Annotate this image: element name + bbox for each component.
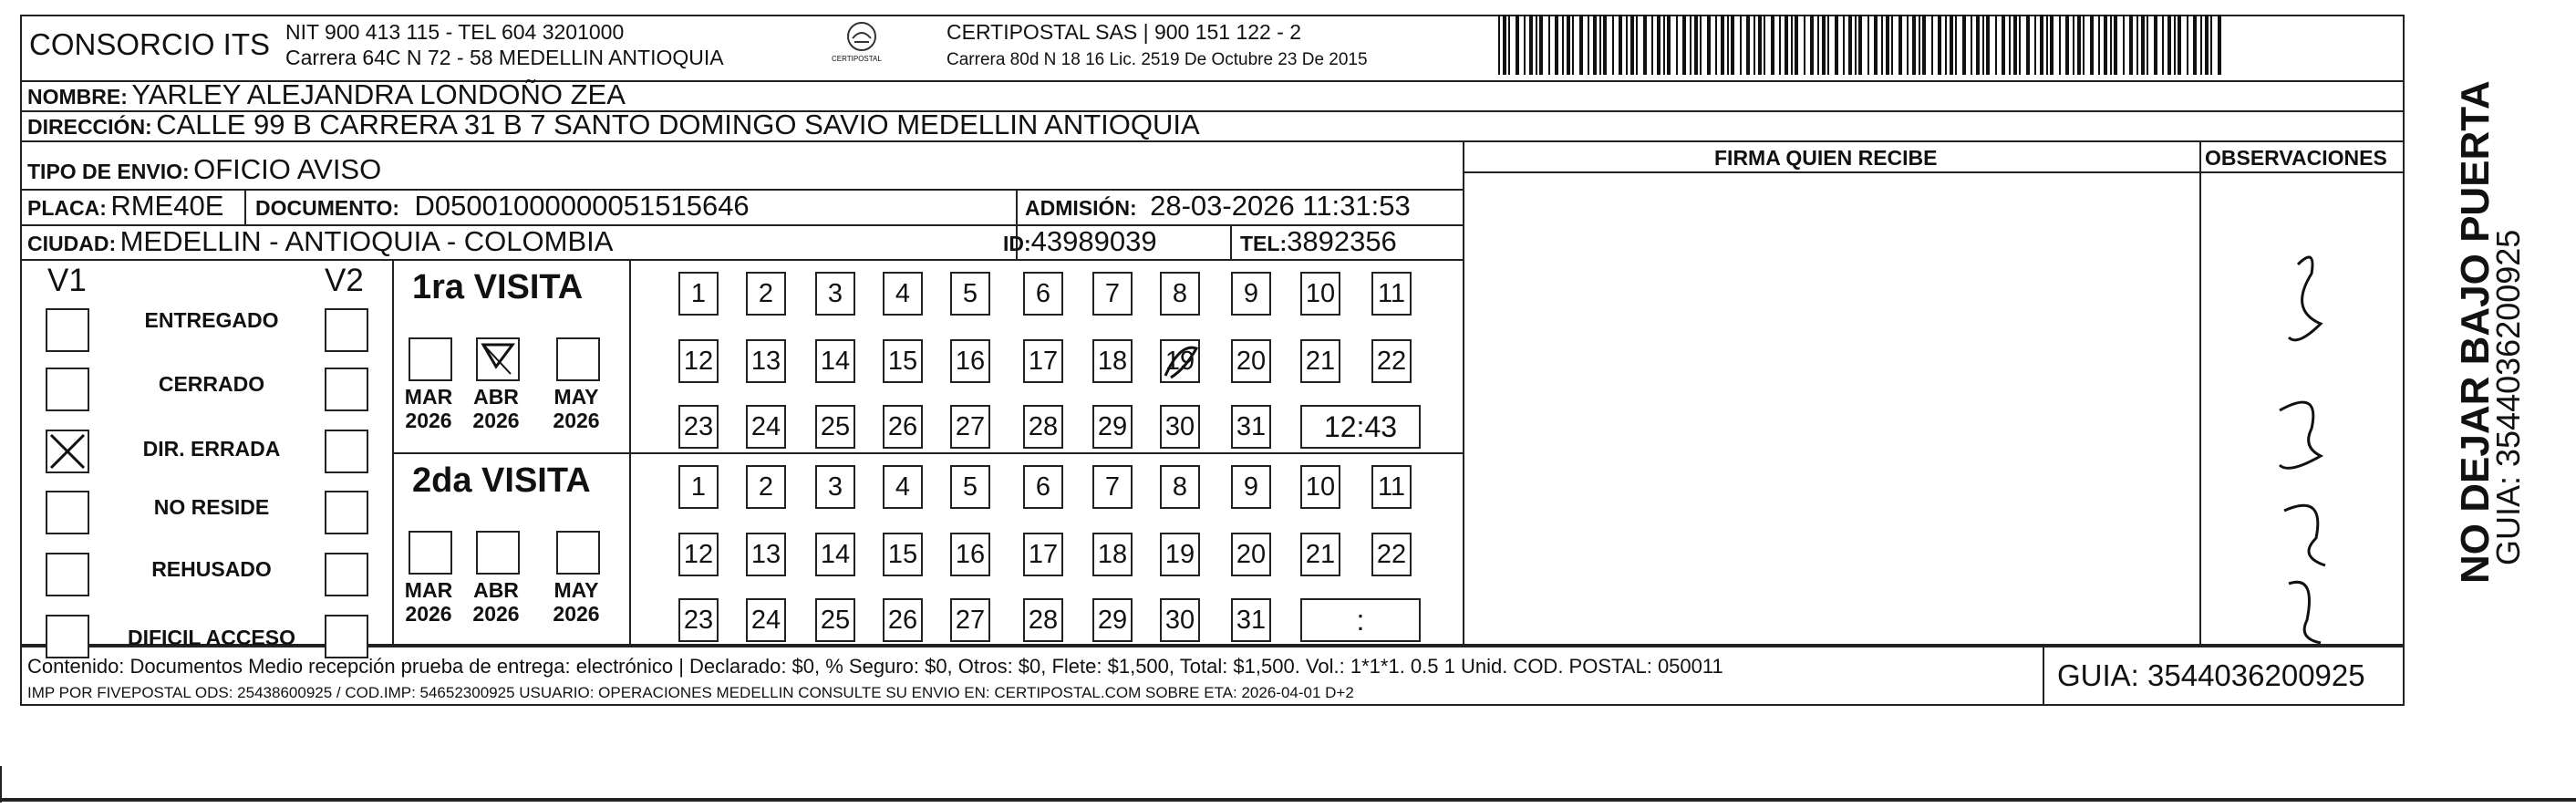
day-box[interactable]: [678, 405, 719, 449]
observations-header: OBSERVACIONES: [2205, 146, 2387, 170]
status-option-label: ENTREGADO: [144, 308, 279, 332]
day-number: 12: [683, 540, 714, 569]
day-box[interactable]: [815, 533, 855, 576]
month-label: MAY: [553, 385, 599, 409]
day-number: 12: [683, 347, 714, 376]
address-field: [27, 110, 1200, 145]
day-number: 5: [962, 279, 978, 308]
day-number: 14: [820, 347, 851, 376]
day-box[interactable]: [1371, 465, 1412, 509]
day-number: 7: [1104, 279, 1121, 308]
day-number: 5: [962, 472, 978, 502]
day-box[interactable]: [950, 272, 990, 316]
admission-value: 28-03-2026 11:31:53: [1150, 190, 1411, 222]
day-box[interactable]: [1160, 598, 1200, 642]
v1-checkbox[interactable]: [46, 553, 89, 596]
day-number: 4: [895, 279, 911, 308]
time-box[interactable]: [1300, 405, 1421, 449]
day-number: 20: [1236, 540, 1267, 569]
day-box[interactable]: [678, 533, 719, 576]
month-checkbox[interactable]: [409, 337, 452, 381]
month-checkbox[interactable]: [409, 531, 452, 575]
day-number: 9: [1243, 279, 1259, 308]
day-box[interactable]: [1092, 272, 1133, 316]
day-number: 19: [1164, 347, 1195, 376]
city-value: MEDELLIN - ANTIOQUIA - COLOMBIA: [119, 225, 614, 257]
day-number: 17: [1028, 347, 1059, 376]
v1-checkbox[interactable]: [46, 430, 89, 473]
month-label: ABR: [473, 385, 519, 409]
day-box[interactable]: [678, 465, 719, 509]
day-number: 31: [1236, 606, 1267, 635]
imp-line: IMP POR FIVEPOSTAL ODS: 25438600925 / COD.IMP: 54652300925 USUARIO: OPERACIONES MEDELLIN CONSULTE SU ENVIO EN: CERTIPOSTAL.COM SOBRE ETA: 2026-04-01 D+2: [27, 684, 1354, 701]
day-number: 28: [1028, 412, 1059, 441]
month-label: ABR: [473, 578, 519, 602]
day-box[interactable]: [1023, 339, 1063, 383]
v1-checkbox[interactable]: [46, 368, 89, 411]
id-field: [1003, 226, 1157, 263]
day-number: 30: [1164, 412, 1195, 441]
plate-label: PLACA:: [27, 196, 107, 220]
day-number: 22: [1376, 540, 1407, 569]
day-box[interactable]: [1160, 533, 1200, 576]
month-year: 2026: [405, 409, 452, 432]
city-field: [27, 226, 613, 263]
name-value: YARLEY ALEJANDRA LONDOÑO ZEA: [131, 78, 626, 110]
v2-checkbox[interactable]: [325, 553, 368, 596]
day-box[interactable]: [1231, 598, 1271, 642]
day-box[interactable]: [1092, 339, 1133, 383]
day-box[interactable]: [815, 339, 855, 383]
day-number: 4: [895, 472, 911, 502]
day-box[interactable]: [1371, 533, 1412, 576]
day-box[interactable]: [1023, 405, 1063, 449]
document-field: [255, 191, 750, 227]
side-guia-text: GUIA: 3544036200925: [2489, 229, 2527, 565]
day-box[interactable]: [883, 339, 923, 383]
day-number: 18: [1097, 540, 1128, 569]
day-number: 10: [1305, 472, 1336, 502]
day-number: 31: [1236, 412, 1267, 441]
day-box[interactable]: [1300, 533, 1340, 576]
month-checkbox[interactable]: [476, 531, 520, 575]
day-box[interactable]: [950, 405, 990, 449]
day-box[interactable]: [746, 339, 786, 383]
day-box[interactable]: [1160, 339, 1200, 383]
day-box[interactable]: [746, 533, 786, 576]
time-value: :: [1356, 604, 1365, 637]
day-box[interactable]: [1092, 405, 1133, 449]
month-year: 2026: [553, 602, 600, 626]
visit-title: 2da VISITA: [412, 461, 591, 500]
carrier-line-2: Carrera 80d N 18 16 Lic. 2519 De Octubre 23 De 2015: [947, 50, 1368, 69]
company-name: CONSORCIO ITS: [29, 27, 271, 61]
day-box[interactable]: [1231, 533, 1271, 576]
day-box[interactable]: [1160, 405, 1200, 449]
day-number: 25: [820, 412, 851, 441]
v2-checkbox[interactable]: [325, 430, 368, 473]
day-number: 13: [750, 540, 781, 569]
day-number: 1: [690, 472, 707, 502]
v2-checkbox[interactable]: [325, 491, 368, 534]
type-label: TIPO DE ENVIO:: [27, 160, 190, 183]
day-box[interactable]: [883, 598, 923, 642]
day-number: 26: [887, 412, 918, 441]
day-number: 21: [1305, 347, 1336, 376]
time-box[interactable]: [1300, 598, 1421, 642]
document-value: D05001000000051515646: [414, 190, 750, 222]
day-number: 26: [887, 606, 918, 635]
tel-label: TEL:: [1240, 232, 1288, 255]
day-box[interactable]: [1371, 339, 1412, 383]
day-number: 23: [683, 606, 714, 635]
month-checkbox[interactable]: [556, 531, 600, 575]
status-option-label: NO RESIDE: [153, 495, 270, 519]
day-box[interactable]: [746, 405, 786, 449]
city-label: CIUDAD:: [27, 232, 117, 255]
day-number: 7: [1104, 472, 1121, 502]
day-box[interactable]: [815, 272, 855, 316]
v1-checkbox[interactable]: [46, 308, 89, 352]
day-box[interactable]: [1023, 272, 1063, 316]
nit-line: NIT 900 413 115 - TEL 604 3201000: [285, 20, 625, 44]
day-box[interactable]: [1092, 465, 1133, 509]
type-field: [27, 155, 381, 190]
day-box[interactable]: [950, 465, 990, 509]
day-number: 24: [750, 412, 781, 441]
day-number: 25: [820, 606, 851, 635]
day-number: 14: [820, 540, 851, 569]
day-number: 10: [1305, 279, 1336, 308]
address-value: CALLE 99 B CARRERA 31 B 7 SANTO DOMINGO SAVIO MEDELLIN ANTIOQUIA: [156, 109, 1200, 140]
day-number: 29: [1097, 412, 1128, 441]
bottom-edge-line: [0, 798, 2576, 802]
id-value: 43989039: [1030, 225, 1157, 257]
month-year: 2026: [472, 602, 520, 626]
day-number: 15: [887, 347, 918, 376]
status-option-label: CERRADO: [158, 372, 265, 396]
day-box[interactable]: [1300, 339, 1340, 383]
day-box[interactable]: [950, 598, 990, 642]
guia-box: GUIA: 3544036200925: [2057, 658, 2365, 692]
v2-label: V2: [325, 263, 364, 298]
day-box[interactable]: [1023, 598, 1063, 642]
day-box[interactable]: [815, 405, 855, 449]
address-line: Carrera 64C N 72 - 58 MEDELLIN ANTIOQUIA: [285, 46, 724, 69]
day-box[interactable]: [1371, 272, 1412, 316]
logo-caption: CERTIPOSTAL: [832, 55, 882, 63]
v1-checkbox[interactable]: [46, 491, 89, 534]
day-number: 2: [758, 472, 774, 502]
tel-value: 3892356: [1287, 225, 1397, 257]
month-label: MAR: [404, 578, 453, 602]
month-year: 2026: [472, 409, 520, 432]
day-number: 9: [1243, 472, 1259, 502]
day-number: 18: [1097, 347, 1128, 376]
day-number: 22: [1376, 347, 1407, 376]
month-checkbox[interactable]: [476, 337, 520, 381]
day-number: 2: [758, 279, 774, 308]
plate-field: [27, 191, 223, 227]
visit-title: 1ra VISITA: [412, 268, 584, 306]
signature-header: FIRMA QUIEN RECIBE: [1714, 146, 1938, 170]
day-number: 16: [955, 540, 986, 569]
day-box[interactable]: [746, 598, 786, 642]
day-number: 29: [1097, 606, 1128, 635]
day-number: 8: [1172, 472, 1188, 502]
certipostal-logo: [825, 18, 898, 73]
barcode: [1498, 15, 2221, 75]
day-box[interactable]: [1231, 465, 1271, 509]
time-value: 12:43: [1323, 410, 1398, 443]
day-box[interactable]: [815, 465, 855, 509]
day-box[interactable]: [1231, 339, 1271, 383]
day-box[interactable]: [815, 598, 855, 642]
plate-value: RME40E: [110, 190, 224, 222]
day-number: 17: [1028, 540, 1059, 569]
day-number: 21: [1305, 540, 1336, 569]
day-box[interactable]: [1023, 465, 1063, 509]
day-box[interactable]: [1160, 465, 1200, 509]
status-option-label: DIFICIL ACCESO: [127, 626, 295, 649]
document-label: DOCUMENTO:: [255, 196, 400, 220]
day-box[interactable]: [1231, 405, 1271, 449]
v2-checkbox[interactable]: [325, 368, 368, 411]
v1-label: V1: [47, 263, 87, 298]
day-box[interactable]: [746, 272, 786, 316]
day-box[interactable]: [1092, 598, 1133, 642]
month-label: MAY: [553, 578, 599, 602]
day-box[interactable]: [1231, 272, 1271, 316]
day-box[interactable]: [1092, 533, 1133, 576]
day-number: 28: [1028, 606, 1059, 635]
tel-field: [1240, 226, 1397, 263]
content-line: Contenido: Documentos Medio recepción prueba de entrega: electrónico | Declarado: $0, % Seguro: $0, Otros: $0, Flete: $1,500, Total: $1,500. Vol.: 1*1*1. 0.5 1 Unid. COD. POSTAL: 050011: [27, 655, 1723, 678]
day-number: 20: [1236, 347, 1267, 376]
day-number: 27: [955, 606, 986, 635]
address-label: DIRECCIÓN:: [27, 115, 152, 139]
day-number: 15: [887, 540, 918, 569]
carrier-line-1: CERTIPOSTAL SAS | 900 151 122 - 2: [947, 20, 1302, 44]
day-number: 19: [1164, 540, 1195, 569]
day-number: 6: [1035, 472, 1051, 502]
day-number: 3: [827, 279, 843, 308]
day-number: 1: [690, 279, 707, 308]
day-number: 24: [750, 606, 781, 635]
day-number: 30: [1164, 606, 1195, 635]
day-box[interactable]: [678, 272, 719, 316]
day-box[interactable]: [950, 533, 990, 576]
day-number: 27: [955, 412, 986, 441]
day-number: 8: [1172, 279, 1188, 308]
month-checkbox[interactable]: [556, 337, 600, 381]
month-year: 2026: [553, 409, 600, 432]
day-box[interactable]: [678, 598, 719, 642]
day-box[interactable]: [883, 533, 923, 576]
day-box[interactable]: [746, 465, 786, 509]
v2-checkbox[interactable]: [325, 308, 368, 352]
day-box[interactable]: [1300, 465, 1340, 509]
admission-label: ADMISIÓN:: [1025, 196, 1137, 220]
day-number: 16: [955, 347, 986, 376]
status-option-label: REHUSADO: [151, 557, 272, 581]
day-number: 13: [750, 347, 781, 376]
day-box[interactable]: [950, 339, 990, 383]
left-edge-mark: [0, 766, 2, 803]
day-box[interactable]: [1160, 272, 1200, 316]
day-number: 23: [683, 412, 714, 441]
day-number: 6: [1035, 279, 1051, 308]
no-dejar-text: NO DEJAR BAJO PUERTA: [2453, 80, 2498, 584]
handwritten-signature: [2234, 237, 2371, 647]
day-box[interactable]: [883, 465, 923, 509]
day-number: 11: [1377, 472, 1406, 502]
id-label: ID:: [1003, 232, 1031, 255]
admission-field: [1025, 191, 1411, 227]
name-label: NOMBRE:: [27, 85, 128, 109]
month-year: 2026: [405, 602, 452, 626]
status-option-label: DIR. ERRADA: [142, 437, 281, 461]
month-label: MAR: [404, 385, 453, 409]
day-number: 11: [1377, 279, 1406, 308]
day-box[interactable]: [1300, 272, 1340, 316]
day-box[interactable]: [883, 405, 923, 449]
day-box[interactable]: [883, 272, 923, 316]
type-value: OFICIO AVISO: [193, 153, 382, 185]
day-box[interactable]: [1023, 533, 1063, 576]
day-box[interactable]: [678, 339, 719, 383]
day-number: 3: [827, 472, 843, 502]
